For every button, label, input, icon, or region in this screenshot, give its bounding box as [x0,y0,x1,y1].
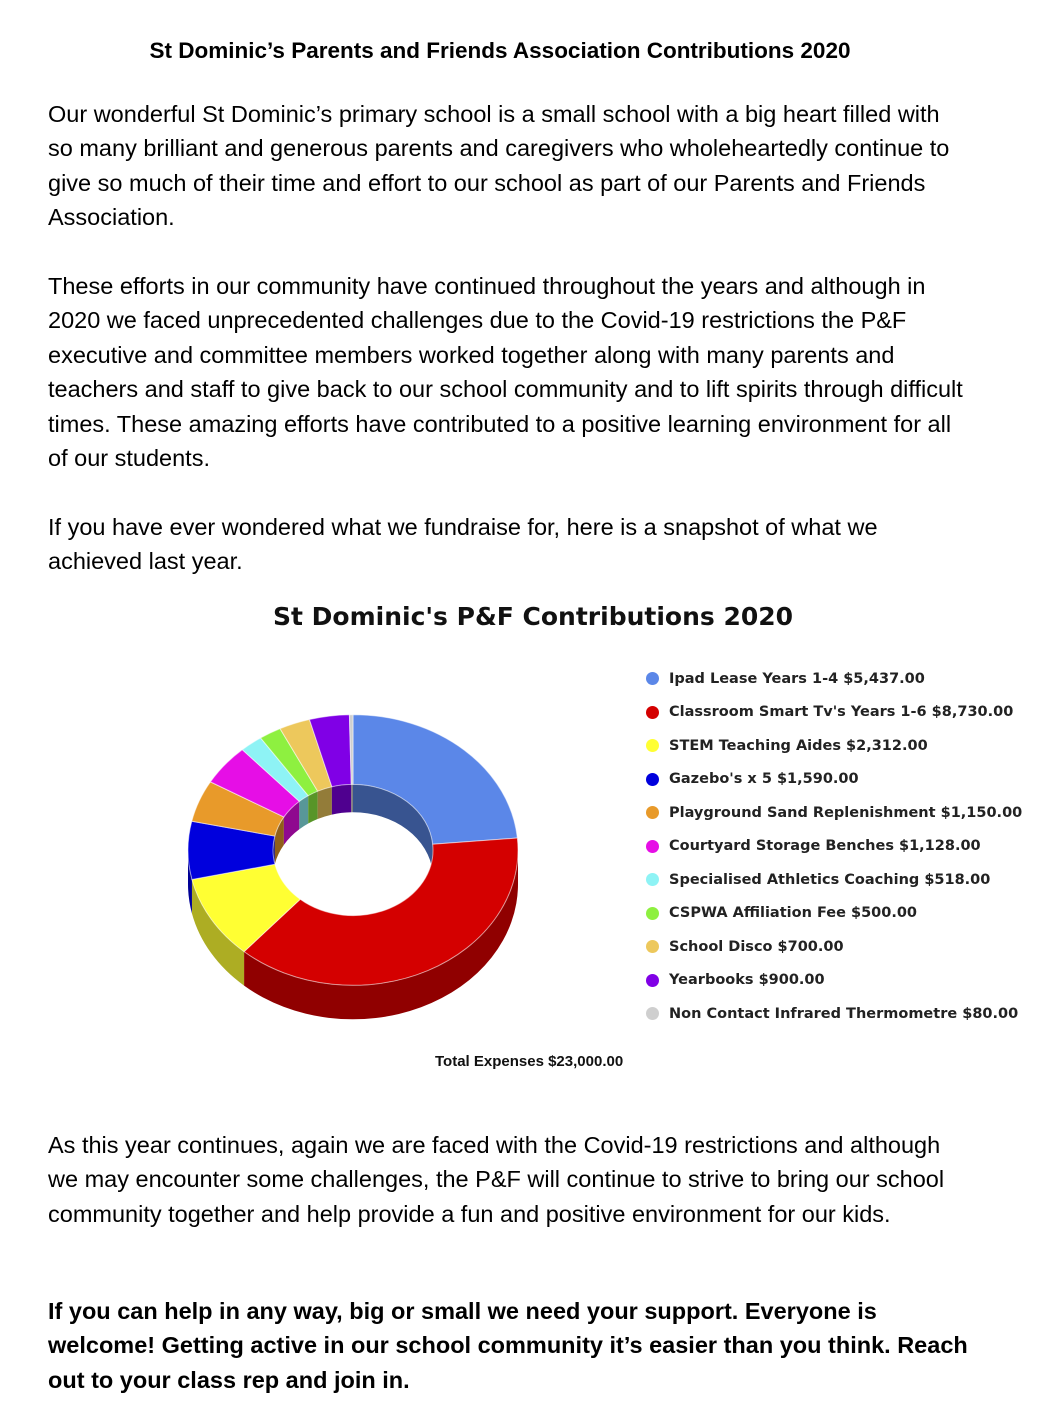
donut-inner-wall-9 [332,784,351,814]
document-title: St Dominic’s Parents and Friends Association Contributions 2020 [149,38,851,63]
legend-item [646,662,1036,696]
snapshot-paragraph: If you have ever wondered what we fundraise for, here is a snapshot of what we achieved last year. [48,514,878,575]
legend-label: Courtyard Storage Benches $1,128.00 [669,838,981,855]
efforts-paragraph: These efforts in our community have continued throughout the years and although in 2020 we faced unprecedented challenges due to the Covid-19 restrictions the P&F executive and committee members worked together along with many parents and teachers and staff to give back to our school community and to lift spirits through difficult times. These amazing efforts have contributed to a positive learning environment for all of our students. [48,273,963,472]
donut-inner-wall-8 [318,787,332,819]
legend-swatch [646,907,659,920]
legend-swatch [646,840,659,853]
legend-label: STEM Teaching Aides $2,312.00 [669,737,928,754]
legend-label: Gazebo's x 5 $1,590.00 [669,771,859,788]
legend-item [646,763,1036,797]
legend-item [646,997,1036,1031]
legend-item [646,897,1036,931]
legend-swatch [646,1007,659,1020]
donut-chart [170,690,540,1040]
legend-label: Yearbooks $900.00 [669,972,825,989]
legend-label: CSPWA Affiliation Fee $500.00 [669,905,918,922]
legend-swatch [646,806,659,819]
legend-swatch [646,974,659,987]
legend-item [646,964,1036,998]
legend-item [646,729,1036,763]
donut-inner-wall-10 [351,784,353,812]
call-to-action-paragraph: If you can help in any way, big or small we need your support. Everyone is welcome! Getting active in our school community it’s easier than you think. Reach out to your class rep and join in. [48,1298,968,1393]
total-expenses-label: Total Expenses $23,000.00 [435,1053,624,1070]
legend-item [646,830,1036,864]
legend-label: School Disco $700.00 [669,938,844,955]
donut-slice-0 [353,715,517,845]
legend-swatch [646,940,659,953]
legend-label: Ipad Lease Years 1-4 $5,437.00 [669,670,925,687]
legend-label: Non Contact Infrared Thermometre $80.00 [669,1005,1019,1022]
legend-swatch [646,672,659,685]
legend-label: Classroom Smart Tv's Years 1-6 $8,730.00 [669,704,1014,721]
legend-item [646,930,1036,964]
legend-swatch [646,873,659,886]
legend-label: Specialised Athletics Coaching $518.00 [669,871,991,888]
legend-swatch [646,773,659,786]
legend-swatch [646,739,659,752]
legend-item [646,796,1036,830]
chart-title: St Dominic's P&F Contributions 2020 [273,602,794,631]
intro-paragraph: Our wonderful St Dominic’s primary school is a small school with a big heart filled with so many brilliant and generous parents and caregivers who wholeheartedly continue to give so much of their time and effort to our school as part of our Parents and Friends Association. [48,101,950,231]
donut-inner-wall-7 [308,791,317,823]
legend-label: Playground Sand Replenishment $1,150.00 [669,804,1023,821]
outlook-paragraph: As this year continues, again we are faced with the Covid-19 restrictions and although we may encounter some challenges, the P&F will continue to strive to bring our school community together and help provide a fun and positive environment for our kids. [48,1132,945,1227]
chart-legend [646,662,1036,1031]
legend-swatch [646,706,659,719]
legend-item [646,863,1036,897]
legend-item [646,696,1036,730]
